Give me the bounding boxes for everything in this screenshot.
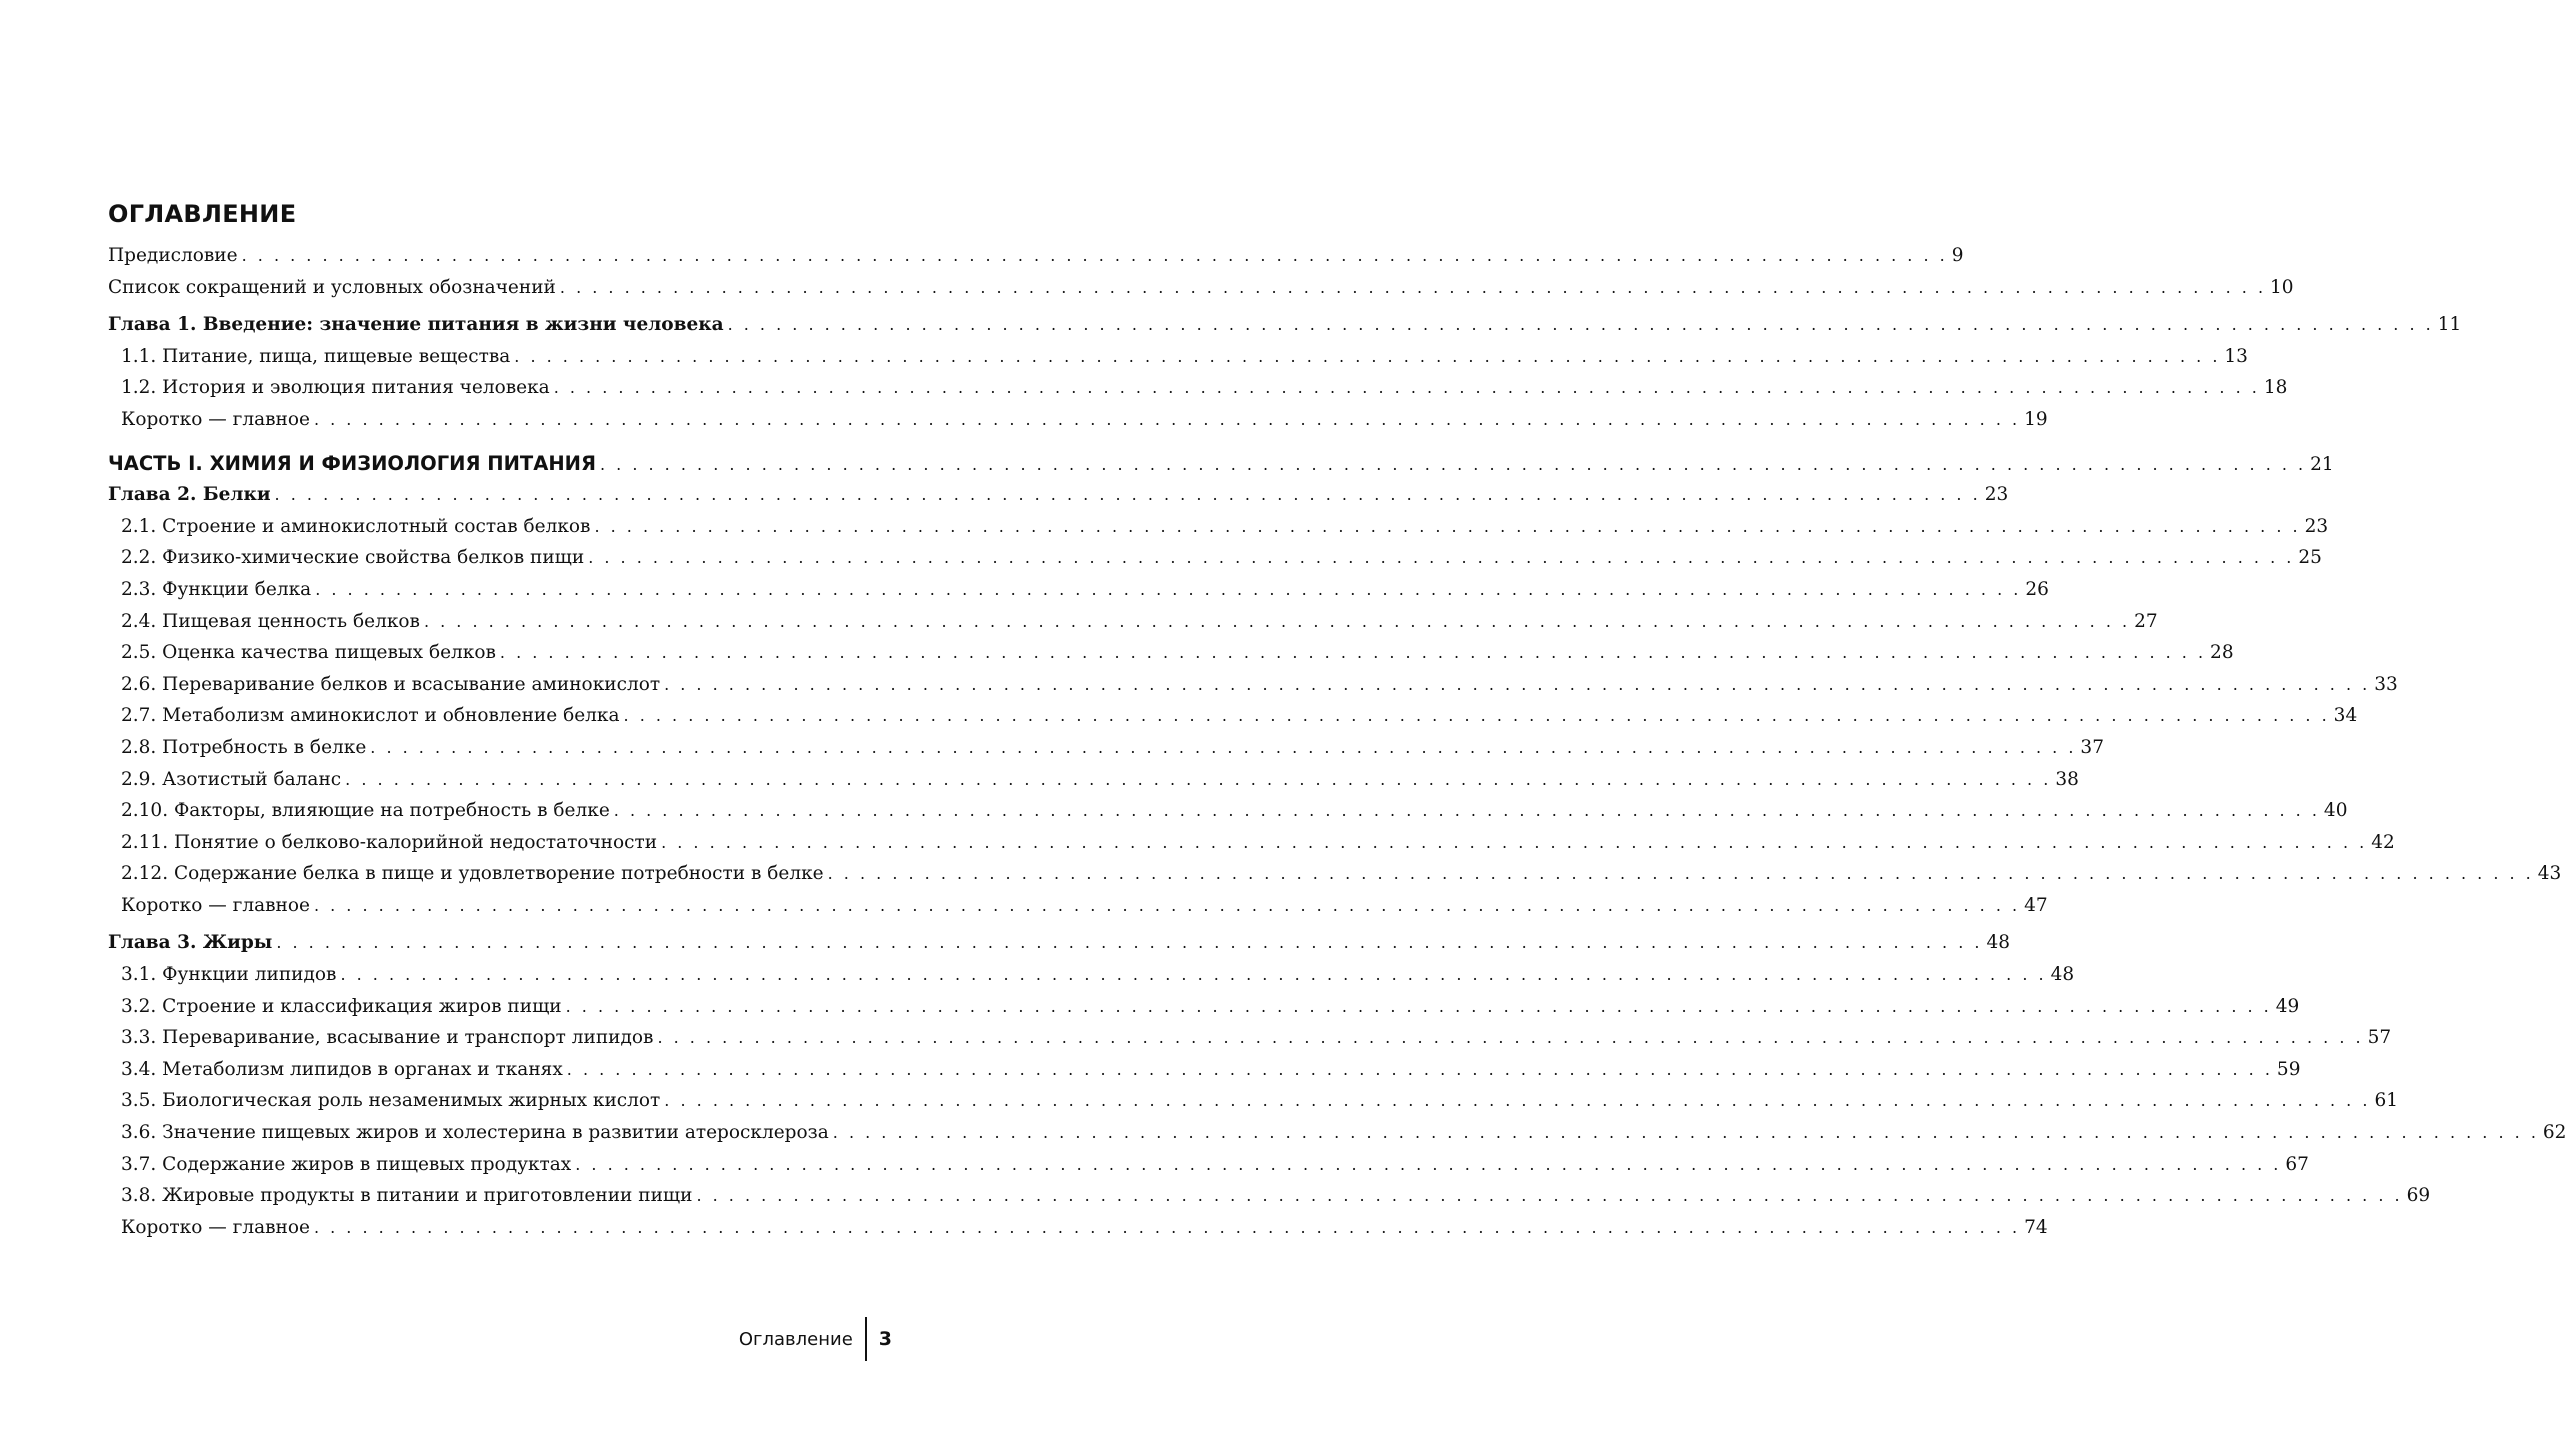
dot-leader — [614, 795, 2320, 827]
toc-entry-page: 25 — [2298, 547, 2322, 569]
toc-entry-label: 2.3. Функции белка — [121, 578, 312, 600]
toc-entry-3-7 — [108, 1149, 2309, 1181]
toc-entry-label: Коротко — главное — [121, 1216, 310, 1238]
toc-entry-summary-2 — [108, 890, 2048, 922]
toc-entry-label: 2.6. Переваривание белков и всасывание аминокислот — [121, 673, 661, 695]
dot-leader — [554, 372, 2260, 404]
toc-entry-2-10 — [108, 795, 2348, 827]
dot-leader — [624, 700, 2330, 732]
toc-entry-label: 2.7. Метаболизм аминокислот и обновление белка — [121, 705, 620, 727]
toc-entry-label: Коротко — главное — [121, 894, 310, 916]
toc-entry-label: 3.6. Значение пищевых жиров и холестерина в развитии атеросклероза — [121, 1122, 829, 1144]
toc-entry-summary-1 — [108, 404, 2048, 436]
dot-leader — [661, 827, 2367, 859]
dot-leader — [588, 542, 2294, 574]
toc-entry-page: 67 — [2285, 1153, 2309, 1175]
dot-leader — [575, 1149, 2281, 1181]
toc-entry-label: 3.7. Содержание жиров в пищевых продуктах — [121, 1153, 572, 1175]
toc-entry-page: 19 — [2024, 408, 2048, 430]
toc-entry-label: 3.4. Метаболизм липидов в органах и тканях — [121, 1058, 563, 1080]
toc-entry-label: 3.2. Строение и классификация жиров пищи — [121, 995, 562, 1017]
toc-entry-summary-3 — [108, 1212, 2048, 1244]
toc-entry-label: Глава 3. Жиры — [108, 932, 273, 954]
toc-entry-page: 23 — [1984, 484, 2009, 506]
toc-entry-label: 2.9. Азотистый баланс — [121, 768, 342, 790]
toc-entry-label: 2.10. Факторы, влияющие на потребность в белке — [121, 800, 610, 822]
toc-entry-page: 62 — [2542, 1122, 2566, 1144]
toc-entry-page: 9 — [1951, 245, 1964, 266]
toc-entry-page: 33 — [2374, 673, 2398, 695]
toc-entry-page: 34 — [2333, 705, 2358, 727]
dot-leader — [340, 959, 2046, 991]
running-footer-section: Оглавление — [738, 1328, 853, 1350]
dot-leader — [600, 449, 2306, 481]
toc-entry-page: 18 — [2263, 377, 2288, 399]
toc-entry-2-9 — [108, 764, 2079, 796]
dot-leader — [314, 890, 2020, 922]
toc-entry-page: 11 — [2437, 314, 2462, 336]
toc-entry-label: 3.8. Жировые продукты в питании и приготовлении пищи — [121, 1185, 693, 1207]
dot-leader — [514, 341, 2220, 373]
page-number: 3 — [878, 1328, 892, 1350]
toc-entry-label: 2.1. Строение и аминокислотный состав белков — [121, 515, 591, 537]
dot-leader — [315, 574, 2021, 606]
dot-leader — [696, 1180, 2402, 1212]
toc-entry-label: Список сокращений и условных обозначений — [108, 276, 556, 298]
toc-chapter-1 — [108, 309, 2462, 341]
toc-entry-page: 74 — [2024, 1216, 2048, 1238]
toc-entry-page: 47 — [2024, 894, 2048, 916]
toc-entry-label: 2.12. Содержание белка в пище и удовлетворение потребности в белке — [121, 863, 824, 885]
toc-entry-preface — [108, 240, 1964, 272]
toc-entry-page: 40 — [2323, 800, 2348, 822]
dot-leader — [276, 927, 1982, 959]
toc-entry-label: 2.5. Оценка качества пищевых белков — [121, 642, 496, 664]
toc-entry-page: 27 — [2134, 610, 2158, 632]
toc-entry-page: 48 — [2050, 964, 2075, 986]
toc-entry-3-2 — [108, 991, 2300, 1023]
dot-leader — [728, 309, 2434, 341]
toc-entry-label: Глава 2. Белки — [108, 484, 271, 506]
toc-entry-page: 59 — [2276, 1058, 2301, 1080]
dot-leader — [833, 1117, 2539, 1149]
toc-part-1 — [108, 448, 2334, 480]
toc-entry-label: 2.11. Понятие о белково-калорийной недостаточности — [121, 831, 658, 853]
toc-entry-2-11 — [108, 827, 2395, 859]
dot-leader — [560, 272, 2266, 304]
toc-heading: ОГЛАВЛЕНИЕ — [108, 200, 297, 228]
toc-entry-label: 3.3. Переваривание, всасывание и транспорт липидов — [121, 1027, 654, 1049]
toc-entry-page: 42 — [2371, 831, 2395, 853]
dot-leader — [314, 1212, 2020, 1244]
toc-entry-label: Предисловие — [108, 245, 238, 266]
toc-entry-2-5 — [108, 637, 2234, 669]
dot-leader — [275, 479, 1981, 511]
toc-entry-3-4 — [108, 1054, 2301, 1086]
toc-entry-label: 1.1. Питание, пища, пищевые вещества — [121, 345, 511, 367]
toc-entry-page: 23 — [2304, 515, 2329, 537]
toc-chapter-3 — [108, 927, 2011, 959]
toc-entry-3-3 — [108, 1022, 2392, 1054]
toc-entry-page: 57 — [2367, 1027, 2392, 1049]
toc-entry-page: 21 — [2310, 453, 2334, 475]
toc-entry-3-6 — [108, 1117, 2566, 1149]
toc-entry-page: 26 — [2025, 578, 2049, 600]
toc-entry-label: 2.4. Пищевая ценность белков — [121, 610, 420, 632]
page-footer — [739, 1317, 892, 1361]
toc-entry-page: 69 — [2406, 1185, 2431, 1207]
toc-entry-2-2 — [108, 542, 2322, 574]
dot-leader — [828, 858, 2534, 890]
toc-entry-2-6 — [108, 669, 2398, 701]
toc-chapter-2 — [108, 479, 2009, 511]
dot-leader — [370, 732, 2076, 764]
toc-entry-label: Коротко — главное — [121, 408, 310, 430]
dot-leader — [314, 404, 2020, 436]
toc-entry-abbreviations — [108, 272, 2294, 304]
dot-leader — [594, 511, 2300, 543]
dot-leader — [566, 991, 2272, 1023]
toc-entry-label: 1.2. История и эволюция питания человека — [121, 377, 550, 399]
dot-leader — [242, 240, 1948, 272]
toc-entry-page: 37 — [2080, 736, 2104, 758]
dot-leader — [345, 764, 2051, 796]
dot-leader — [500, 637, 2206, 669]
toc-entry-label: Глава 1. Введение: значение питания в жизни человека — [108, 314, 724, 336]
toc-entry-label: 3.5. Биологическая роль незаменимых жирных кислот — [121, 1090, 661, 1112]
table-of-contents — [108, 240, 2566, 1243]
toc-entry-2-4 — [108, 606, 2158, 638]
toc-entry-1-1 — [108, 341, 2248, 373]
toc-entry-page: 28 — [2210, 642, 2234, 664]
toc-entry-page: 48 — [1986, 932, 2011, 954]
toc-entry-page: 13 — [2224, 345, 2248, 367]
toc-entry-label: ЧАСТЬ I. ХИМИЯ И ФИЗИОЛОГИЯ ПИТАНИЯ — [108, 451, 596, 475]
toc-entry-page: 38 — [2055, 768, 2079, 790]
dot-leader — [664, 669, 2370, 701]
toc-entry-label: 3.1. Функции липидов — [121, 964, 337, 986]
toc-entry-page: 43 — [2537, 863, 2562, 885]
toc-entry-1-2 — [108, 372, 2288, 404]
dot-leader — [567, 1054, 2273, 1086]
dot-leader — [664, 1085, 2370, 1117]
toc-entry-2-1 — [108, 511, 2329, 543]
toc-entry-page: 49 — [2275, 995, 2300, 1017]
toc-entry-page: 10 — [2270, 276, 2294, 298]
toc-entry-3-1 — [108, 959, 2075, 991]
toc-entry-label: 2.8. Потребность в белке — [121, 736, 367, 758]
dot-leader — [657, 1022, 2363, 1054]
toc-entry-3-8 — [108, 1180, 2431, 1212]
toc-entry-2-3 — [108, 574, 2049, 606]
toc-entry-label: 2.2. Физико-химические свойства белков пищи — [121, 547, 585, 569]
toc-entry-3-5 — [108, 1085, 2398, 1117]
toc-entry-page: 61 — [2374, 1090, 2398, 1112]
toc-entry-2-12 — [108, 858, 2562, 890]
toc-entry-2-8 — [108, 732, 2104, 764]
dot-leader — [424, 606, 2130, 638]
toc-entry-2-7 — [108, 700, 2358, 732]
